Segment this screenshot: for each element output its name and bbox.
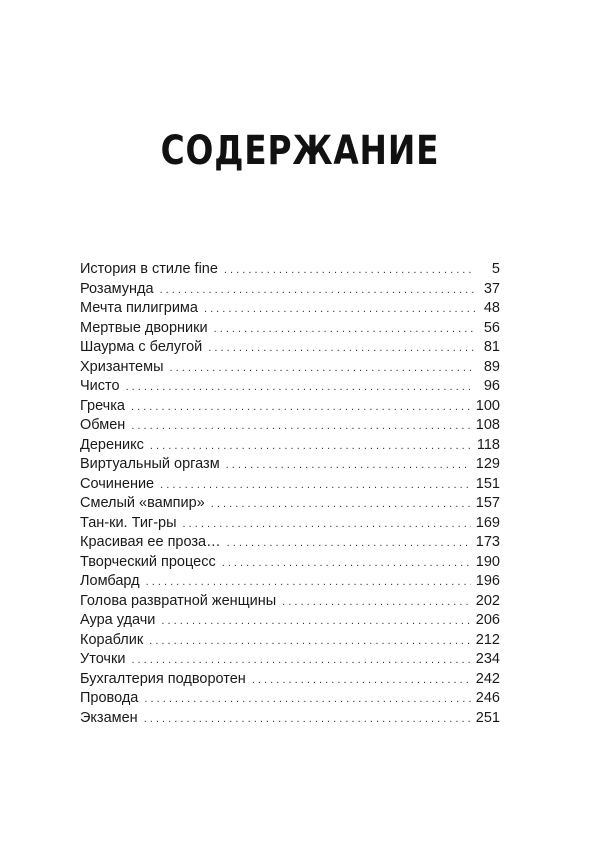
toc-entry xyxy=(80,514,500,534)
toc-entry-page: 48 xyxy=(483,300,500,316)
toc-entry xyxy=(80,416,500,436)
toc-entry-page: 251 xyxy=(475,709,500,726)
dot-leader xyxy=(144,709,471,730)
toc-entry xyxy=(80,631,500,651)
dot-leader xyxy=(131,416,470,437)
page-title: СОДЕРЖАНИЕ xyxy=(160,128,440,174)
toc-entry-page: 202 xyxy=(475,592,500,609)
toc-entry-title: История в стиле fine xyxy=(80,261,218,277)
dot-leader xyxy=(144,689,470,710)
dot-leader xyxy=(214,319,475,340)
dot-leader xyxy=(149,631,471,652)
toc-entry-page: 89 xyxy=(483,358,500,375)
toc-entry xyxy=(80,475,500,495)
toc-entry xyxy=(80,377,500,397)
dot-leader xyxy=(226,455,471,476)
dot-leader xyxy=(282,592,471,613)
dot-leader xyxy=(222,553,471,574)
toc-entry-title: Дереникс xyxy=(80,436,144,453)
dot-leader xyxy=(150,436,472,457)
toc-entry-page: 212 xyxy=(475,631,500,648)
toc-entry-title: Смелый «вампир» xyxy=(80,495,205,511)
toc-entry-title: Хризантемы xyxy=(80,358,164,375)
dot-leader xyxy=(161,611,470,632)
toc-entry-title: Уточки xyxy=(80,651,126,667)
toc-entry xyxy=(80,280,500,300)
toc-entry-title: Красивая ее проза… xyxy=(80,534,221,550)
toc-entry xyxy=(80,689,500,709)
toc-entry-page: 234 xyxy=(475,651,500,667)
toc-entry xyxy=(80,338,500,358)
toc-entry-page: 242 xyxy=(475,670,500,687)
toc-entry xyxy=(80,650,500,670)
toc-entry-title: Обмен xyxy=(80,417,126,433)
toc-entry xyxy=(80,436,500,456)
toc-entry-title: Голова развратной женщины xyxy=(80,592,277,609)
toc-entry-title: Чисто xyxy=(80,378,120,394)
dot-leader xyxy=(146,572,471,593)
toc-entry-page: 56 xyxy=(483,319,500,336)
table-of-contents xyxy=(80,260,500,728)
toc-entry-page: 118 xyxy=(476,436,500,453)
toc-entry-page: 108 xyxy=(475,417,500,433)
dot-leader xyxy=(160,280,475,301)
toc-entry-page: 206 xyxy=(475,612,500,628)
toc-entry-title: Ломбард xyxy=(80,573,140,589)
toc-entry-page: 169 xyxy=(475,514,500,531)
dot-leader xyxy=(252,670,471,691)
toc-entry-title: Бухгалтерия подворотен xyxy=(80,670,246,687)
toc-entry-title: Шаурма с белугой xyxy=(80,339,203,355)
toc-entry xyxy=(80,553,500,573)
toc-entry-page: 129 xyxy=(475,456,500,472)
toc-entry xyxy=(80,572,500,592)
toc-entry xyxy=(80,592,500,612)
dot-leader xyxy=(183,514,471,535)
toc-entry xyxy=(80,533,500,553)
dot-leader xyxy=(160,475,471,496)
dot-leader xyxy=(224,260,475,281)
toc-entry-title: Творческий процесс xyxy=(80,553,216,570)
toc-entry-title: Провода xyxy=(80,690,139,706)
toc-entry xyxy=(80,670,500,690)
toc-entry-title: Кораблик xyxy=(80,631,144,648)
toc-entry xyxy=(80,319,500,339)
toc-entry xyxy=(80,709,500,729)
dot-leader xyxy=(204,299,475,320)
toc-entry-title: Сочинение xyxy=(80,475,155,492)
toc-entry-page: 37 xyxy=(483,280,500,297)
dot-leader xyxy=(131,397,471,418)
toc-entry-page: 96 xyxy=(483,378,500,394)
toc-entry-page: 196 xyxy=(475,573,500,589)
toc-entry-page: 190 xyxy=(475,553,500,570)
toc-entry xyxy=(80,358,500,378)
toc-entry xyxy=(80,611,500,631)
toc-entry xyxy=(80,455,500,475)
toc-entry-title: Виртуальный оргазм xyxy=(80,456,220,472)
toc-entry-page: 246 xyxy=(475,690,500,706)
toc-entry-page: 81 xyxy=(483,339,500,355)
toc-entry-page: 157 xyxy=(475,495,500,511)
toc-entry-title: Мертвые дворники xyxy=(80,319,208,336)
dot-leader xyxy=(211,494,471,515)
dot-leader xyxy=(126,377,475,398)
toc-entry xyxy=(80,260,500,280)
toc-entry-title: Экзамен xyxy=(80,709,138,726)
toc-entry-title: Аура удачи xyxy=(80,612,156,628)
dot-leader xyxy=(227,533,471,554)
toc-entry xyxy=(80,299,500,319)
toc-entry-title: Тан-ки. Тиг-ры xyxy=(80,514,177,531)
toc-entry-title: Мечта пилигрима xyxy=(80,300,198,316)
toc-entry xyxy=(80,397,500,417)
toc-entry xyxy=(80,494,500,514)
toc-entry-page: 173 xyxy=(475,534,500,550)
dot-leader xyxy=(208,338,475,359)
toc-entry-page: 5 xyxy=(491,261,500,277)
toc-entry-page: 100 xyxy=(475,397,500,414)
dot-leader xyxy=(170,358,476,379)
toc-entry-title: Гречка xyxy=(80,397,125,414)
toc-entry-title: Розамунда xyxy=(80,280,154,297)
dot-leader xyxy=(131,650,470,671)
toc-entry-page: 151 xyxy=(475,475,500,492)
